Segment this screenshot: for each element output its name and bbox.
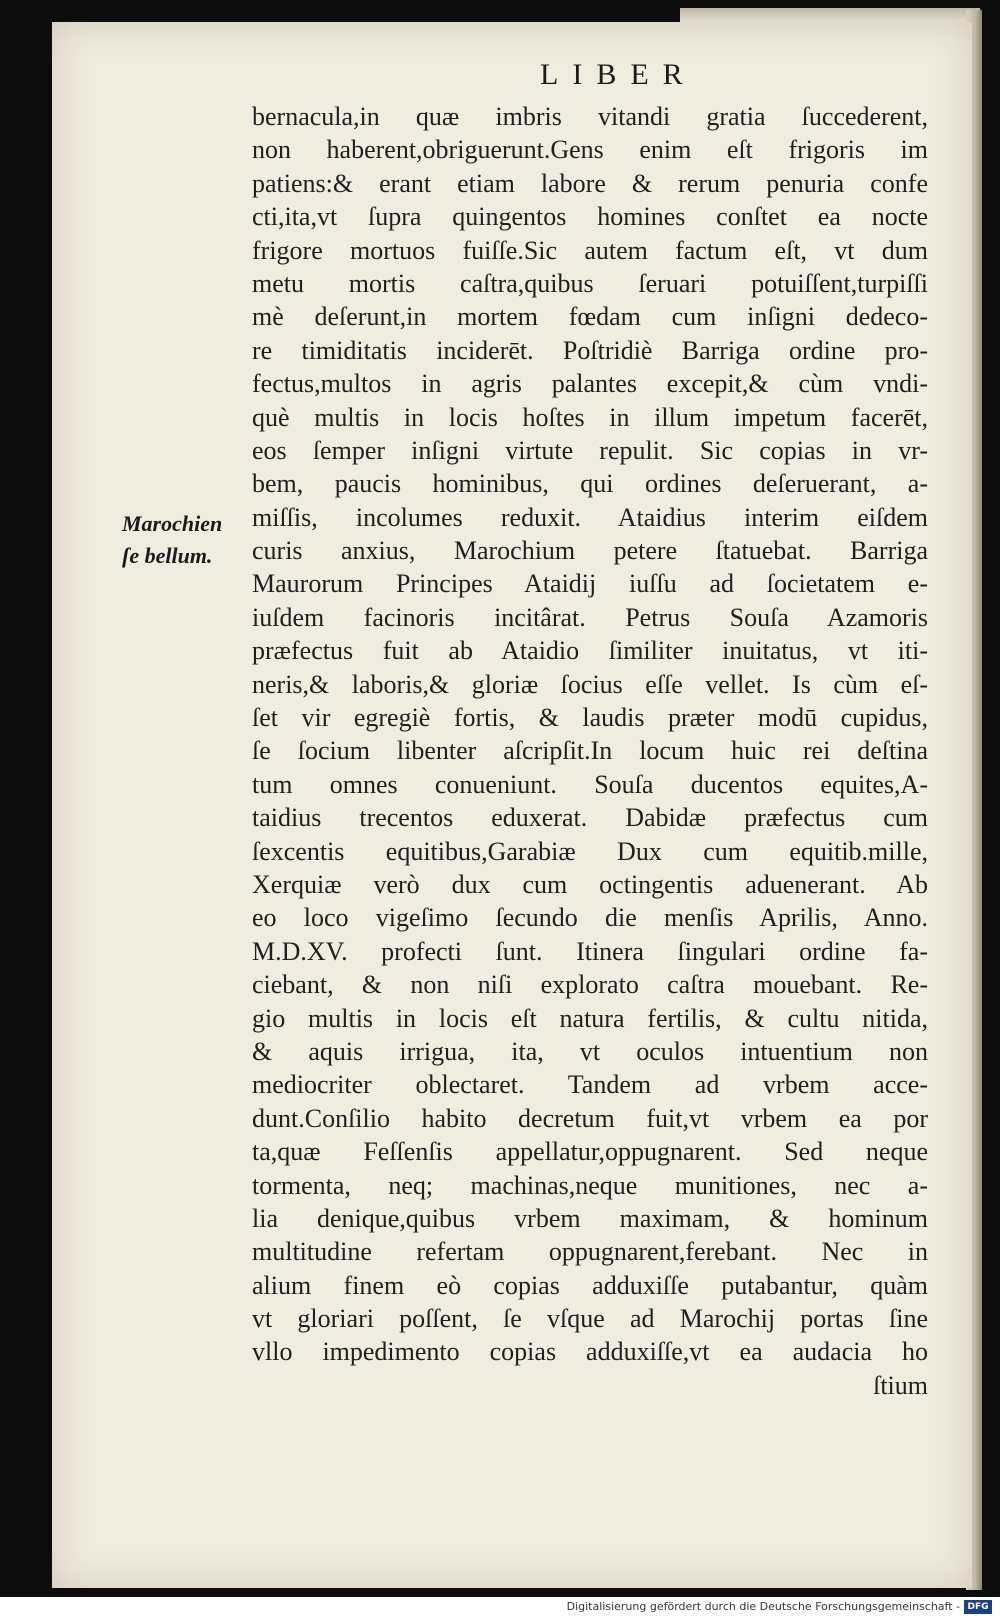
text-line: mè deſerunt,in mortem fœdam cum inſigni dedeco- — [252, 302, 928, 332]
text-line: ſe ſocium libenter aſcripſit.In locum huic rei deſtina — [252, 736, 928, 766]
text-line: fectus,multos in agris palantes excepit,& cùm vndi- — [252, 369, 928, 399]
text-line: eo loco vigeſimo ſecundo die menſis Aprilis, Anno. — [252, 903, 928, 933]
marginal-note-line: Marochien — [122, 511, 223, 536]
text-line: tum omnes conueniunt. Souſa ducentos equites,A- — [252, 769, 928, 799]
marginal-note-line: ſe bellum. — [122, 543, 213, 568]
text-line: gio multis in locis eſt natura fertilis, & cultu nitida, — [252, 1003, 928, 1033]
text-line: & aquis irrigua, ita, vt oculos intuentium non — [252, 1036, 928, 1066]
text-line: dunt.Conſilio habito decretum fuit,vt vrbem ea por — [252, 1103, 928, 1133]
text-line: alium finem eò copias adduxiſſe putabantur, quàm — [252, 1270, 928, 1300]
text-line: multitudine refertam oppugnarent,ferebant. Nec in — [252, 1237, 928, 1267]
text-line: miſſis, incolumes reduxit. Ataidius interim eiſdem — [252, 502, 928, 532]
text-line: vllo impedimento copias adduxiſſe,vt ea audacia ho — [252, 1337, 928, 1367]
text-line: bernacula,in quæ imbris vitandi gratia ſuccederent, — [252, 102, 928, 131]
text-line: curis anxius, Marochium petere ſtatuebat. Barriga — [252, 536, 928, 566]
catchword: ſtium — [873, 1370, 928, 1400]
text-line: neris,& laboris,& gloriæ ſocius eſſe vellet. Is cùm eſ- — [252, 669, 928, 699]
text-line: Xerquiæ verò dux cum octingentis aduenerant. Ab — [252, 869, 928, 899]
text-line: ſexcentis equitibus,Garabiæ Dux cum equitib.mille, — [252, 836, 928, 866]
text-line: què multis in locis hoſtes in illum impetum facerēt, — [252, 402, 928, 432]
text-line: non haberent,obriguerunt.Gens enim eſt frigoris im — [252, 135, 928, 165]
dfg-logo-icon: DFG — [964, 1600, 992, 1614]
text-line: vt gloriari poſſent, ſe vſque ad Marochij portas ſine — [252, 1304, 928, 1334]
text-line: mediocriter oblectaret. Tandem ad vrbem acce- — [252, 1070, 928, 1100]
text-line: Maurorum Principes Ataidij iuſſu ad ſocietatem e- — [252, 569, 928, 599]
text-line: taidius trecentos eduxerat. Dabidæ præfectus cum — [252, 803, 928, 833]
text-line: lia denique,quibus vrbem maximam, & hominum — [252, 1203, 928, 1233]
running-head: LIBER — [540, 58, 697, 91]
text-line: ſet vir egregiè fortis, & laudis præter modū cupidus, — [252, 703, 928, 733]
text-line: tormenta, neq; machinas,neque munitiones, nec a- — [252, 1170, 928, 1200]
main-text-block — [252, 100, 972, 1402]
text-line: re timiditatis inciderēt. Poſtridiè Barriga ordine pro- — [252, 335, 928, 365]
text-line: patiens:& erant etiam labore & rerum penuria confe — [252, 168, 928, 198]
text-line: bem, paucis hominibus, qui ordines deſeruerant, a- — [252, 469, 928, 499]
text-line: ta,quæ Feſſenſis appellatur,oppugnarent. Sed neque — [252, 1137, 928, 1167]
footer-credit: Digitalisierung gefördert durch die Deutsche Forschungsgemeinschaft - — [566, 1600, 960, 1613]
text-line: præfectus fuit ab Ataidio ſimiliter inuitatus, vt iti- — [252, 636, 928, 666]
text-line: metu mortis caſtra,quibus ſeruari potuiſſent,turpiſſi — [252, 268, 928, 298]
text-line: ciebant, & non niſi explorato caſtra mouebant. Re- — [252, 970, 928, 1000]
text-line: M.D.XV. profecti ſunt. Itinera ſingulari ordine fa- — [252, 936, 928, 966]
text-line: cti,ita,vt ſupra quingentos homines conſtet ea nocte — [252, 202, 928, 232]
marginal-note — [122, 508, 222, 572]
text-line: iuſdem facinoris incitârat. Petrus Souſa Azamoris — [252, 602, 928, 632]
text-line: eos ſemper inſigni virtute repulit. Sic copias in vr- — [252, 435, 928, 465]
text-line: frigore mortuos fuiſſe.Sic autem factum eſt, vt dum — [252, 235, 928, 265]
